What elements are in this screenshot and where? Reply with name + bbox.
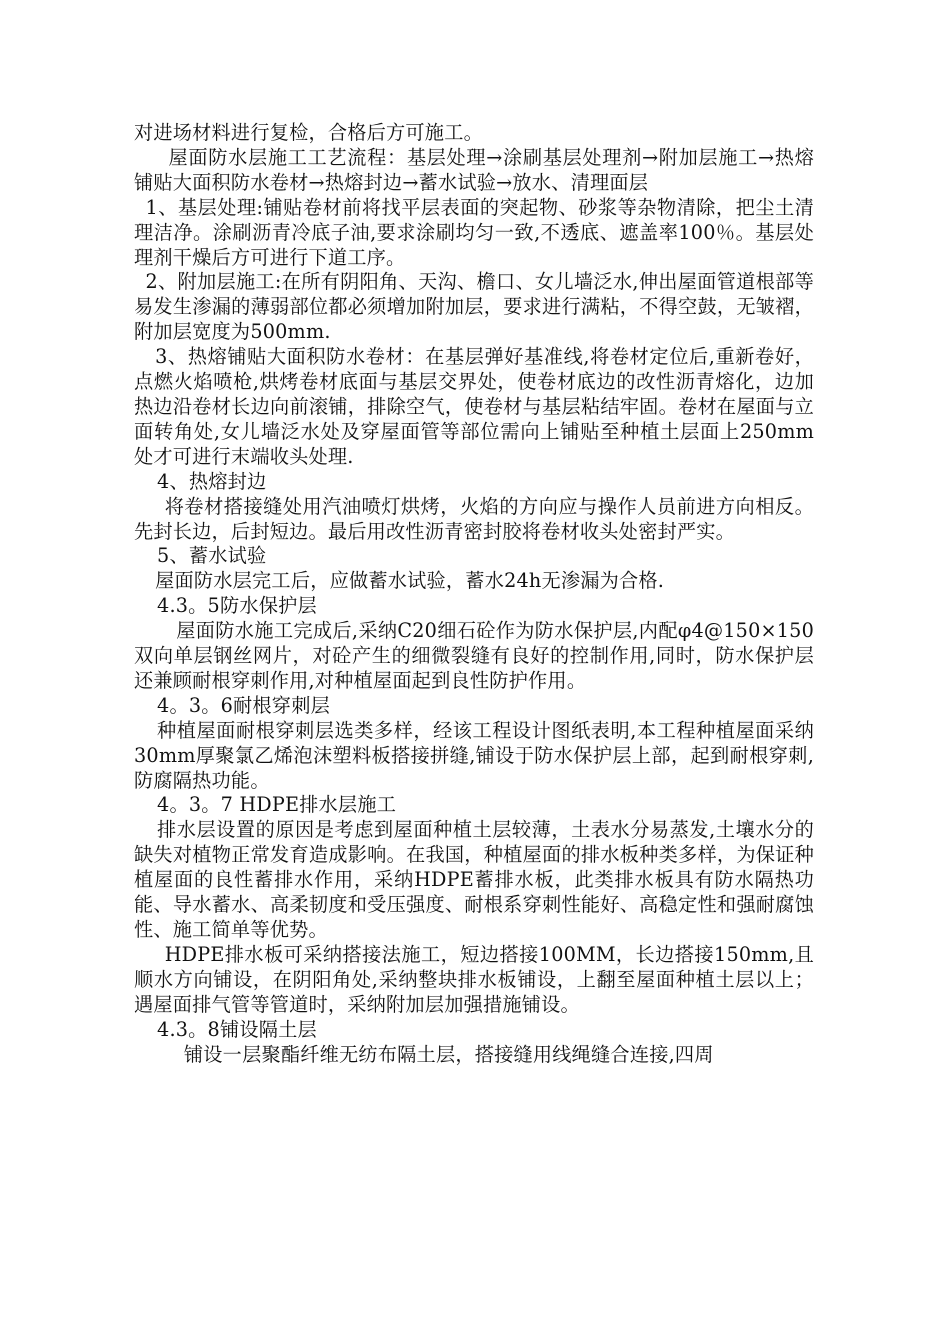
heading-4-3-6-root-resistant-layer: 4。3。6耐根穿刺层 (157, 693, 330, 717)
paragraph-water-test: 屋面防水层完工后，应做蓄水试验，蓄水24h无渗漏为合格. (155, 569, 665, 593)
heading-step-4-edge-sealing: 4、热熔封边 (157, 469, 267, 493)
paragraph-material-recheck: 对进场材料进行复检，合格后方可施工。 (134, 121, 483, 144)
heading-4-3-8-soil-separation: 4.3。8铺设隔土层 (157, 1017, 317, 1041)
paragraph-drainage-reason: 排水层设置的原因是考虑到屋面种植土层较薄，土表水分易蒸发,土壤水分的缺失对植物正常发育造成影响。在我国，种植屋面的排水板种类多样，为保证种植屋面的良性蓄排水作用，采纳HDPE蓄排水板，此类排水板具有防水隔热功能、导水蓄水、高柔韧度和受压强度、耐根系穿刺性能好、高稳定性和强耐腐蚀性、施工简单等优势。 (134, 818, 814, 941)
document-body (134, 121, 814, 1067)
paragraph-process-flow: 屋面防水层施工工艺流程：基层处理→涂刷基层处理剂→附加层施工→热熔铺贴大面积防水卷材→热熔封边→蓄水试验→放水、清理面层 (134, 145, 814, 194)
paragraph-step-1-base-treatment: 1、基层处理:铺贴卷材前将找平层表面的突起物、砂浆等杂物清除，把尘土清理洁净。涂刷沥青冷底子油,要求涂刷均匀一致,不透底、遮盖率100％。基层处理剂干燥后方可进行下道工序。 (134, 195, 814, 269)
heading-4-3-7-hdpe-drainage: 4。3。7 HDPE排水层施工 (157, 793, 397, 817)
paragraph-step-2-additional-layer: 2、附加层施工:在所有阴阳角、天沟、檐口、女儿墙泛水,伸出屋面管道根部等易发生渗漏的薄弱部位都必须增加附加层，要求进行满粘，不得空鼓，无皱褶，附加层宽度为500mm. (134, 270, 814, 344)
heading-4-3-5-protective-layer: 4.3。5防水保护层 (157, 594, 317, 618)
paragraph-edge-sealing: 将卷材搭接缝处用汽油喷灯烘烤，火焰的方向应与操作人员前进方向相反。先封长边，后封短边。最后用改性沥青密封胶将卷材收头处密封严实。 (134, 494, 814, 543)
paragraph-step-3-hot-melt-laying: 3、热熔铺贴大面积防水卷材：在基层弹好基准线,将卷材定位后,重新卷好，点燃火焰喷枪,烘烤卷材底面与基层交界处，使卷材底边的改性沥青熔化，边加热边沿卷材长边向前滚铺，排除空气，使卷材与基层粘结牢固。卷材在屋面与立面转角处,女儿墙泛水处及穿屋面管等部位需向上铺贴至种植土层面上250mm处才可进行末端收头处理. (134, 345, 814, 468)
paragraph-root-resistant-layer: 种植屋面耐根穿刺层选类多样，经该工程设计图纸表明,本工程种植屋面采纳30mm厚聚氯乙烯泡沫塑料板搭接拼缝,铺设于防水保护层上部，起到耐根穿刺,防腐隔热功能。 (134, 718, 814, 792)
paragraph-hdpe-installation: HDPE排水板可采纳搭接法施工，短边搭接100MM，长边搭接150mm,且顺水方向铺设，在阴阳角处,采纳整块排水板铺设，上翻至屋面种植土层以上；遇屋面排气管等管道时，采纳附加层加强措施铺设。 (134, 942, 814, 1016)
heading-step-5-water-test: 5、蓄水试验 (157, 544, 267, 568)
paragraph-protective-layer: 屋面防水施工完成后,采纳C20细石砼作为防水保护层,内配φ4@150×150双向单层钢丝网片，对砼产生的细微裂缝有良好的控制作用,同时，防水保护层还兼顾耐根穿刺作用,对种植屋面起到良性防护作用。 (134, 619, 814, 692)
paragraph-soil-separation: 铺设一层聚酯纤维无纺布隔土层，搭接缝用线绳缝合连接,四周 (183, 1042, 714, 1066)
